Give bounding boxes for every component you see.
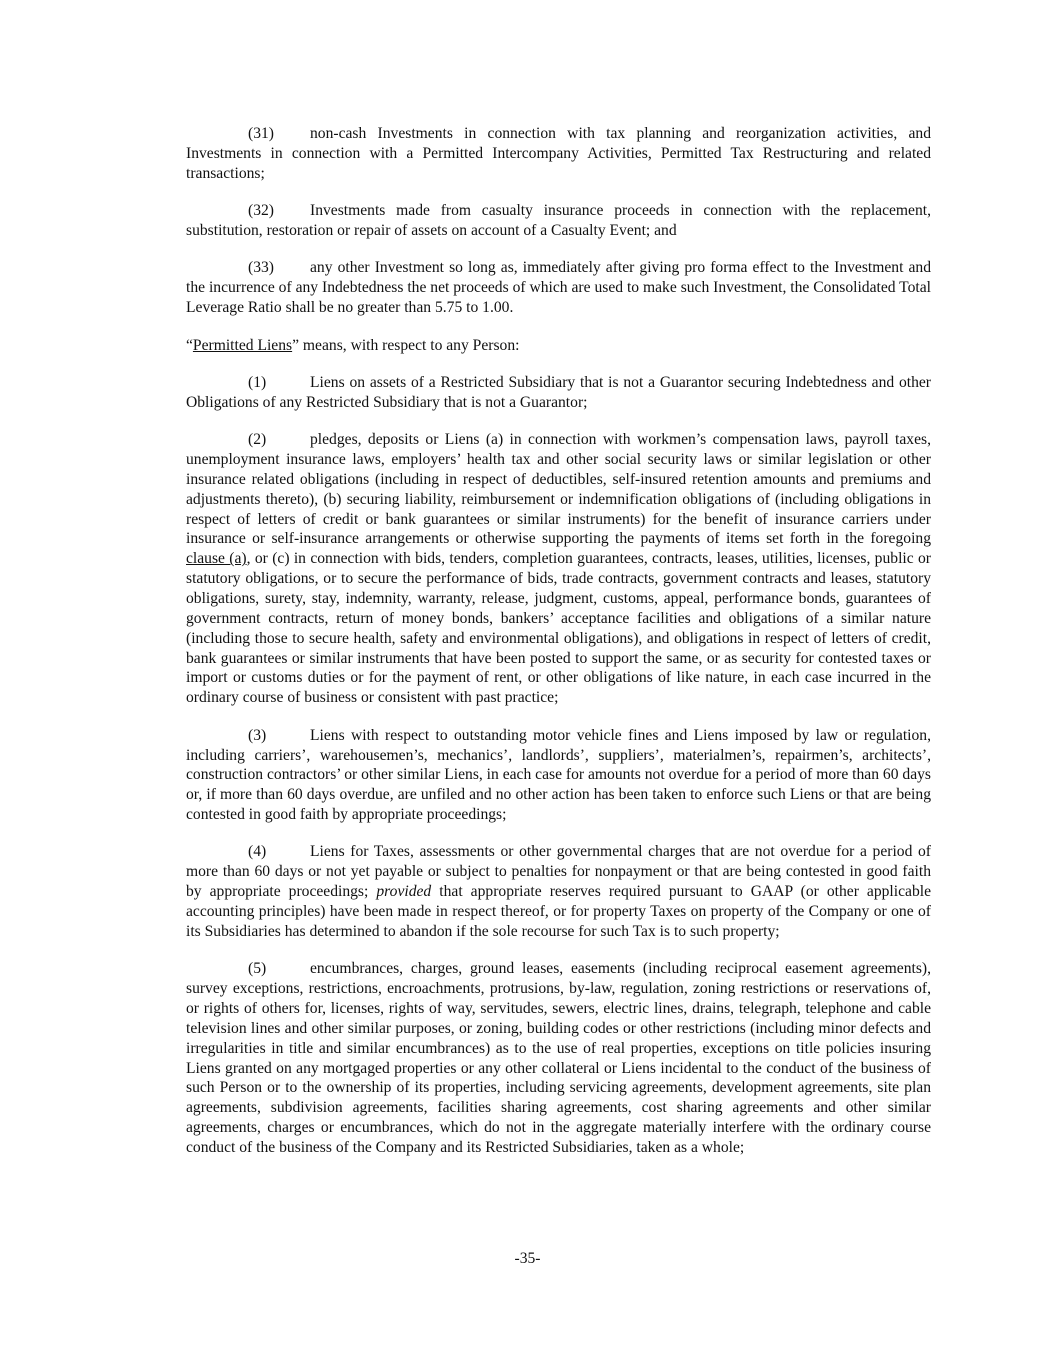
clause-number: (3) xyxy=(248,726,267,744)
lien-clause-4 xyxy=(186,842,931,941)
document-body xyxy=(186,124,931,1175)
page-number: -35- xyxy=(514,1250,541,1267)
investment-clause-33 xyxy=(186,258,931,318)
investment-clause-32 xyxy=(186,201,931,241)
clause-text: Liens on assets of a Restricted Subsidiary that is not a Guarantor securing Indebtedness and other Obligations of any Restricted Subsidiary that is not a Guarantor; xyxy=(186,373,931,411)
permitted-liens-definition xyxy=(186,336,931,356)
clause-number: (32) xyxy=(248,202,274,220)
clause-number: (4) xyxy=(248,843,267,861)
lien-clause-1 xyxy=(186,373,931,413)
clause-number: (2) xyxy=(248,431,267,449)
defined-term: Permitted Liens xyxy=(192,336,293,354)
definition-lead-in: ” means, with respect to any Person: xyxy=(292,336,520,354)
lien-clause-3 xyxy=(186,726,931,825)
proviso-emphasis: provided xyxy=(376,883,432,901)
lien-clause-2 xyxy=(186,430,931,708)
clause-text: encumbrances, charges, ground leases, easements (including reciprocal easement agreements), survey exceptions, restrictions, encroachments, protrusions, by-law, regulation, zoning restrictions or reservations of, or rights of others for, licenses, rights of way, servitudes, sewers, electric lines, drains, telegraph, telephone and cable television lines and other similar purposes, or zoning, building codes or other restrictions (including minor defects and irregularities in title and similar encumbrances) as to the use of real properties, exceptions on title policies insuring Liens granted on any mortgaged properties or any other collateral or Liens incidental to the conduct of the business of such Person or to the ownership of its properties, including servicing agreements, development agreements, site plan agreements, subdivision agreements, facilities sharing agreements, cost sharing agreements and other similar agreements, charges or encumbrances, which do not in the aggregate materially interfere with the ordinary course conduct of the business of the Company and its Restricted Subsidiaries, taken as a whole; xyxy=(186,960,931,1156)
clause-text: non-cash Investments in connection with tax planning and reorganization activities, and Investments in connection with a Permitted Intercompany Activities, Permitted Tax Restructuring and related transactions; xyxy=(186,125,931,182)
clause-number: (1) xyxy=(248,373,267,391)
lien-clause-5 xyxy=(186,959,931,1157)
clause-text: Investments made from casualty insurance proceeds in connection with the replacement, substitution, restoration or repair of assets on account of a Casualty Event; and xyxy=(186,202,931,239)
clause-cross-reference: clause (a) xyxy=(186,550,247,568)
clause-text-continued: that appropriate reserves required pursuant to GAAP (or other applicable accounting principles) have been made in respect thereof, or for property Taxes on property of the Company or one of its Subsidiaries has determined to abandon if the sole recourse for such Tax is to such property; xyxy=(186,883,931,940)
clause-text: pledges, deposits or Liens (a) in connection with workmen’s compensation laws, payroll taxes, unemployment insurance laws, employers’ health tax and other social security laws or similar legislation or other insurance related obligations (including in respect of deductibles, self-insured retention amounts and premiums and adjustments thereto), (b) securing liability, reimbursement or indemnification obligations of (including obligations in respect of letters of credit or bank guarantees or similar instruments) for the benefit of insurance carriers under insurance or self-insurance arrangements or otherwise supporting the payments of items set forth in the foregoing xyxy=(186,431,931,548)
clause-number: (31) xyxy=(248,125,274,142)
investment-clause-31 xyxy=(186,124,931,184)
clause-text: Liens with respect to outstanding motor vehicle fines and Liens imposed by law or regulation, including carriers’, warehousemen’s, mechanics’, landlords’, suppliers’, materialmen’s, repairmen’s, architects’, construction contractors’ or other similar Liens, in each case for amounts not overdue for a period of more than 60 days or, if more than 60 days overdue, are unfiled and no other action has been taken to enforce such Liens or that are being contested in good faith by appropriate proceedings; xyxy=(186,726,931,824)
clause-text-continued: , or (c) in connection with bids, tenders, completion guarantees, contracts, leases, utilities, licenses, public or statutory obligations, or to secure the performance of bids, trade contracts, government contracts and leases, statutory obligations, surety, stay, indemnity, warranty, release, judgment, customs, appeal, performance bonds, guarantees of government contracts, return of money bonds, bankers’ acceptance facilities and obligations of a similar nature (including those to secure health, safety and environmental obligations), and obligations in respect of letters of credit, bank guarantees or similar instruments that have been posted to support the same, or as security for contested taxes or import or customs duties or for the payment of rent, or other obligations of like nature, in each case incurred in the ordinary course of business or consistent with past practice; xyxy=(186,550,931,707)
clause-text: any other Investment so long as, immediately after giving pro forma effect to the Investment and the incurrence of any Indebtedness the net proceeds of which are used to make such Investment, the Consolidated Total Leverage Ratio shall be no greater than 5.75 to 1.00. xyxy=(186,259,931,317)
clause-number: (33) xyxy=(248,259,274,277)
clause-text: Liens for Taxes, assessments or other governmental charges that are not overdue for a period of more than 60 days or not yet payable or subject to penalties for nonpayment or that are being contested in good faith by appropriate proceedings; xyxy=(186,843,931,901)
open-quote: “ xyxy=(186,336,193,354)
clause-number: (5) xyxy=(248,960,267,978)
